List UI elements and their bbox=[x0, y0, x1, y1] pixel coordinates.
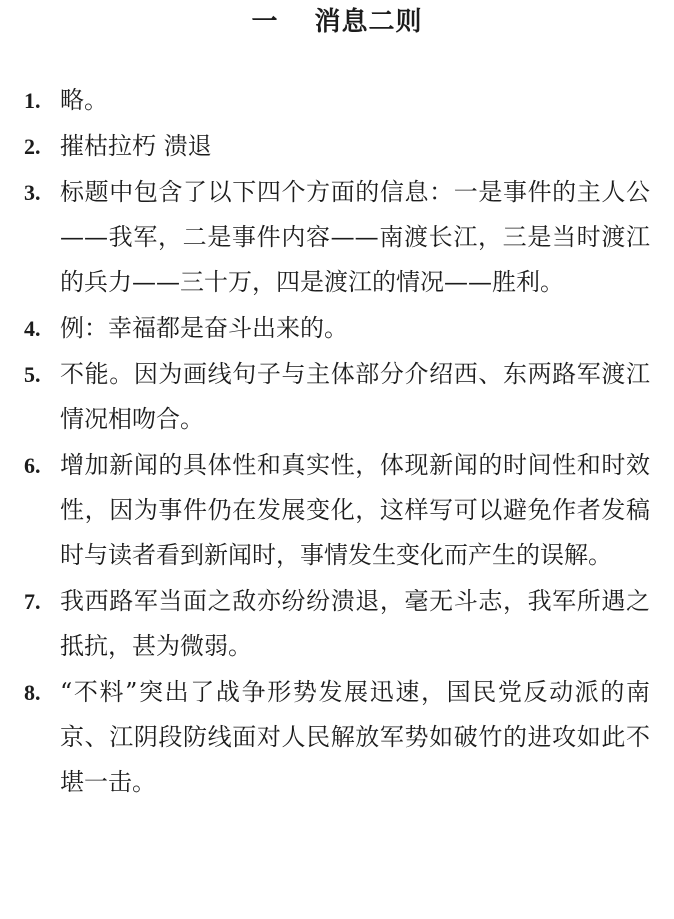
answer-text: 不能。因为画线句子与主体部分介绍西、东两路军渡江情况相吻合。 bbox=[60, 360, 650, 433]
answer-text: 标题中包含了以下四个方面的信息：一是事件的主人公——我军，二是事件内容——南渡长江，三是当时渡江的兵力——三十万，四是渡江的情况——胜利。 bbox=[60, 178, 650, 296]
section-title: 消息二则 bbox=[314, 7, 423, 37]
section-heading bbox=[0, 4, 674, 40]
answer-item-2 bbox=[0, 124, 674, 169]
answer-item-1 bbox=[0, 78, 674, 123]
answer-number: 8. bbox=[24, 680, 41, 705]
answer-text: 我西路军当面之敌亦纷纷溃退，毫无斗志，我军所遇之抵抗，甚为微弱。 bbox=[60, 587, 650, 660]
answer-item-3 bbox=[0, 170, 674, 305]
answer-text: 略。 bbox=[60, 86, 108, 114]
answer-item-4 bbox=[0, 306, 674, 351]
answer-number: 6. bbox=[24, 453, 41, 478]
answer-text: “不料”突出了战争形势发展迅速，国民党反动派的南京、江阴段防线面对人民解放军势如破竹的进攻如此不堪一击。 bbox=[60, 678, 650, 796]
section-number: 一 bbox=[251, 7, 279, 37]
answer-item-6 bbox=[0, 443, 674, 578]
answer-number: 3. bbox=[24, 180, 41, 205]
answer-number: 4. bbox=[24, 316, 41, 341]
answer-number: 2. bbox=[24, 134, 41, 159]
answer-number: 1. bbox=[24, 88, 41, 113]
answer-text: 增加新闻的具体性和真实性，体现新闻的时间性和时效性，因为事件仍在发展变化，这样写可以避免作者发稿时与读者看到新闻时，事情发生变化而产生的误解。 bbox=[60, 451, 650, 569]
answer-item-5 bbox=[0, 352, 674, 442]
answer-text: 例：幸福都是奋斗出来的。 bbox=[60, 314, 348, 342]
answer-number: 5. bbox=[24, 362, 41, 387]
answer-list bbox=[0, 78, 674, 806]
answer-text: 摧枯拉朽 溃退 bbox=[60, 132, 212, 160]
answer-item-8 bbox=[0, 670, 674, 805]
answer-item-7 bbox=[0, 579, 674, 669]
answer-number: 7. bbox=[24, 589, 41, 614]
